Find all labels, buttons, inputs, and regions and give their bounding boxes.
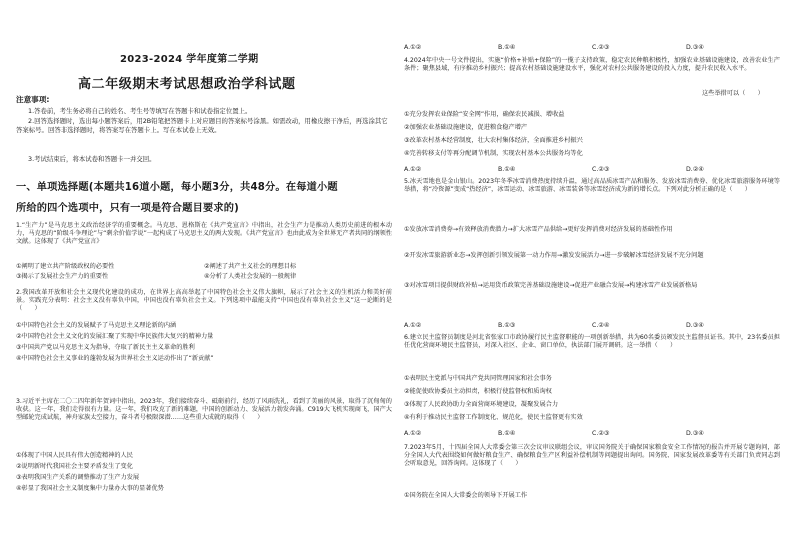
answer-c: C.②④ — [592, 322, 610, 329]
q3-option-2: ②说明新时代我国社会主要矛盾发生了变化 — [16, 463, 133, 470]
q6-option-2: ②能促使政协委员主动担责，积极行使监督权和质询权 — [404, 388, 552, 395]
q1-option-1: ①阐明了建立共产阶级政权的必要性 — [16, 263, 115, 270]
q2-option-3: ③中国共产党以马克思主义为指导，夺取了新民主主义革命的胜利 — [16, 344, 195, 351]
answer-b: B.①④ — [498, 166, 516, 173]
answer-b: B.①④ — [498, 44, 516, 51]
exam-title: 高二年级期末考试思想政治学科试题 — [78, 77, 296, 92]
left-column — [14, 0, 394, 560]
question-3: 3.习近平主席在二〇二四年新年贺词中指出，2023年，我们接续奋斗、砥砺前行，经历了风雨洗礼，看到了美丽的风景，取得了沉甸甸的收获。这一年，我们走得很有力量。这一年，我们攻克了新的难题，中国的创新动力、发展活力勃发奔涌。C919大飞机实现商飞，国产大型邮轮完成试航，神舟家族太空接力，奋斗者号极限深潜……这些重大成就的取得（ ） — [16, 398, 392, 422]
q1-option-4: ④分析了人类社会发展的一般规律 — [204, 273, 297, 280]
notice-heading: 注意事项: — [16, 95, 50, 104]
answer-d: D.②④ — [686, 166, 704, 173]
year-title: 2023-2024 学年度第二学期 — [120, 54, 259, 65]
answer-c: C.②③ — [592, 44, 610, 51]
answer-a: A.①② — [404, 322, 422, 329]
right-column — [402, 0, 782, 560]
answer-a: A.①② — [404, 44, 422, 51]
notice-item-2: 2.回答选择题时，选出每小题答案后，用2B铅笔把答题卡上对应题目的答案标号涂黑。如需改动，用橡皮擦干净后，再选涂其它答案标号。回答非选择题时，将答案写在答题卡上。写在本试卷上无效。 — [16, 117, 388, 134]
q3-option-3: ③表明我国生产关系的调整推动了生产力发展 — [16, 474, 140, 481]
q6-option-3: ③体现了人民政协助力全面营商环境建设，凝聚发展合力 — [404, 401, 559, 408]
answer-c: C.②③ — [592, 166, 610, 173]
notice-item-1: 1.答卷前，考生务必将自己的姓名、考生号等填写在答题卡和试卷指定位置上。 — [28, 107, 252, 115]
question-7: 7.2023年5月，十四届全国人大常委会第三次会议审议联组会议，审议国务院关于确保国家粮食安全工作情况的报告并开展专题询问，部分全国人大代表围绕如何做好粮食生产、确保粮食生产区利益补偿机制等问题提出询问。国务院、国家发展改革委等有关部门负责同志到会听取意见，回答询问。这体现了（ ） — [404, 444, 780, 468]
question-1: 1.“生产力”是马克思主义政治经济学的重要概念。马克思、恩格斯在《共产党宣言》中指出，社会生产力是推动人类历史前进的根本动力，马克思的“阶级斗争理论”与“剩余价值学说”一起构成了马克思主义的两大发现。《共产党宣言》也由此成为全世界无产者共同的纲领性文献。这体现了《共产党宣言》 — [16, 222, 392, 246]
q5-option-3: ③对冰雪项目提供财政补贴→运用货币政策完善基础设施建设→促进产业融合发展→构建冰雪产业发展新格局 — [404, 282, 698, 289]
q6-option-4: ④有利于推动民主监督工作制度化、规范化，使民主监督更有实效 — [404, 414, 583, 421]
q5-option-2: ②开发冰雪旅游新业态→发挥创新引领发展第一动力作用→激发发展活力→进一步破解冰雪经济发展不充分问题 — [404, 252, 704, 259]
q2-option-1: ①中国特色社会主义的发展赋予了马克思主义理论新的内涵 — [16, 322, 177, 329]
q4-stem-end: 这些举措可以（ ） — [702, 90, 764, 97]
q1-option-2: ②阐述了共产主义社会的理想目标 — [204, 263, 297, 270]
q3-option-1: ①体现了中国人民具有伟大创造精神的人民 — [16, 452, 133, 459]
question-6: 6.建立民主监督员制度是河北省张家口市政协履行民主监督职能的一项创新举措，共为60名委员颁发民主监督员证书。其中，23名委员担任优化营商环境民主监督员，对深入社区、企业、窗口单位，执法部门展开调研。这一举措（ ） — [404, 334, 780, 350]
q4-option-2: ②加强农业基础设施建设，促进粮食稳产增产 — [404, 124, 528, 131]
answer-c: C.②③ — [592, 430, 610, 437]
q4-option-3: ③改革农村基本经营制度，壮大农村集体经济，全面推进乡村振兴 — [404, 137, 583, 144]
answer-d: D.③④ — [686, 44, 704, 51]
q5-option-1: ①发放冰雪消费券→有效释放消费潜力→扩大冰雪产品供给→更好发挥消费对经济发展的基础性作用 — [404, 226, 673, 233]
notice-item-3: 3.考试结束后，将本试卷和答题卡一并交回。 — [28, 155, 156, 163]
q7-option-1: ①国务院在全国人大常委会的领导下开展工作 — [404, 492, 528, 499]
q1-option-3: ③揭示了发展社会生产力的重要性 — [16, 273, 109, 280]
answer-b: B.①③ — [498, 322, 516, 329]
q2-option-4: ④中国特色社会主义事业的蓬勃发展为世界社会主义运动作出了“新贡献” — [16, 355, 214, 362]
question-5: 5.冰天雪地也是金山银山。2023年冬季冰雪消费热度持续升温，通过高品质冰雪产品和服务、发放冰雪消费券、优化冰雪旅游服务环境等举措，将“冷资源”变成“热经济”，冰雪运动、冰雪旅游、冰雪装备等冰雪经济成为新的增长点。下列对此分析正确的是（ ） — [404, 178, 780, 194]
answer-d: D.③④ — [686, 430, 704, 437]
question-2: 2.我国改革开放和社会主义现代化建设的成功，在世界上高高举起了中国特色社会主义伟大旗帜，展示了社会主义的生机活力和美好前景。实践充分表明：社会主义没有辜负中国，中国也没有辜负社会主义。下列选项中最能支持“中国也没有辜负社会主义”这一论断的是（ ） — [16, 289, 392, 313]
q2-option-2: ②中国特色社会主义文化的发展汇聚了实现中华民族伟大复兴的精神力量 — [16, 333, 214, 340]
question-4: 4.2024年中央一号文件提出，实施“价格+补贴+保险”的一揽子支持政策，稳定农民种粮积极性，加强农业基础设施建设，改善农业生产条件；聚焦县域，有序推动乡村振兴；提高农村基础设施建设水平，强化对农村公共服务建设的投入力度，提升农民收入水平。 — [404, 57, 780, 73]
answer-b: B.①④ — [498, 430, 516, 437]
q4-option-4: ④完善转移支付等再分配调节机制，实现农村基本公共服务均等化 — [404, 150, 583, 157]
answer-d: D.③④ — [686, 322, 704, 329]
q6-option-1: ①表明民主党派与中国共产党共同管理国家和社会事务 — [404, 375, 552, 382]
q4-option-1: ①充分发挥农业保险“安全网”作用，确保农民减损、增收益 — [404, 111, 565, 118]
q3-option-4: ④彰显了我国社会主义制度集中力量办大事的显著优势 — [16, 485, 164, 492]
section-heading-line2: 所给的四个选项中，只有一项是符合题目要求的) — [16, 203, 239, 214]
answer-a: A.①② — [404, 166, 422, 173]
answer-a: A.①② — [404, 430, 422, 437]
section-heading-line1: 一、单项选择题(本题共16道小题，每小题3分，共48分。在每道小题 — [16, 182, 338, 193]
